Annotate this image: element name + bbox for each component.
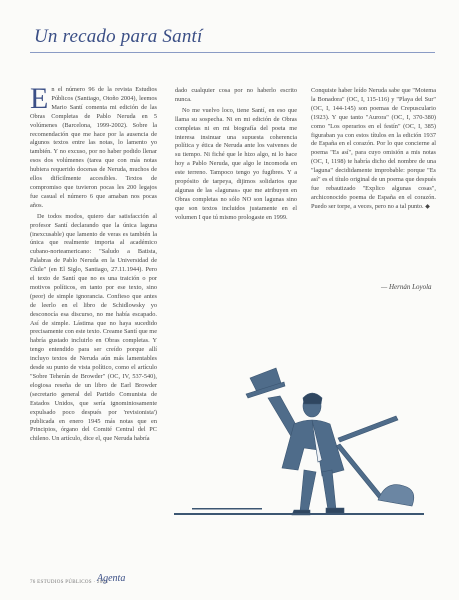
gentleman-with-top-hat-illustration: [172, 320, 442, 520]
paragraph: [30, 82, 157, 211]
paragraph: No me vuelvo loco, tiene Santí, en eso que llama su sospecha. Ni en mi edición de Obras completas ni en mi biografía del poeta me interesa insinuar una supuesta coherencia política y ética de Neruda ante los vaivenes de su tiempo. Ni fiché que le hizo algo, ni lo hace hoy a Pablo Neruda, que algo le incomoda en este terreno. Tampoco tengo yo fugibres. Y a propósito de tarpeya, dijimos solidarios que algunas de las «lagunas» que me atribuyen en Obras completas no sólo NO son lagunas sino que son textos incluidos justamente en el volumen I que tú mismo prologaste en 1999.: [175, 106, 297, 221]
paragraph: dado cualquier cosa por no haberlo escrito nunca.: [175, 87, 297, 103]
column-middle: [175, 87, 297, 225]
handwritten-signature: Agenta: [97, 573, 126, 584]
column-right: [311, 87, 436, 214]
end-mark-icon: ◆: [425, 203, 430, 210]
article-title: Un recado para Santí: [34, 26, 203, 47]
page-footer: 76 ESTUDIOS PÚBLICOS · 2004: [30, 580, 109, 585]
paragraph: De todos modos, quiero dar satisfacción al profesor Santí declarando que la única laguna (inexcusable) que lamento de veras es también la única que realmente importa al académico cubano-norteamericano: "Saludo a Batista, Palabras de Pablo Neruda en la Universidad de Chile" (en El Siglo, Santiago, 27.11.1944). Pero el texto de Santí que no es una traición o por motivos políticos, en tanto por ese texto, sino (peor) de simple ignorancia. Confieso que antes de leerlo en el libro de Schidlowsky yo desconocía esa discurso, no me había escapado. Así de simple. Lástima que no haya sucedido precisamente con este texto. Creame Santí que me habría gustado incluirlo en Obras completas. Y tengo entendido para ser creído porque allí incluyo textos de Neruda aún más lamentables desde su punto de vista político, como el artículo "Sobre Teherán de Browder" (OC, IV, 537-540), elogiosa reseña de un libro de Earl Browder (secretario general del Partido Comunista de Estados Unidos, que sería ignominiosamente expulsado poco después por 'revisionista') publicada en enero 1945 más notas que en Principios, órgano del Comité Central del PC chileno. Un artículo, dice el, que Neruda habría: [30, 212, 157, 443]
author-signature: — Hernán Loyola: [381, 283, 432, 291]
paragraph: [311, 87, 436, 212]
paragraph-text: Conquiste haber leído Neruda sabe que "Motema la Bonadora" (OC, I, 115-116) y "Playa del Sur" (OC, I, 144-145) son poemas de Crepusculario (1923). Y que tanto "Aurora" (OC, I, 370-380) como "Los operarios en el festín" (OC, I, 385) figuraban ya con estos títulos en la edición 1937 de España en el corazón. Por lo que concierne al poema "Es así", para cuyo omisión a mis notas (OC, I, 1198) te habría dicho del nombre de una "laguna" decididamente improbable: porque "Es así" es el título original de un poema que después fue rebautizado "Explico algunas cosas", archiconocido poema de España en el corazón. Puedo ser torpe, a veces, pero no a tal punto.: [311, 87, 436, 210]
title-divider: [30, 52, 435, 53]
paragraph-text: n el número 96 de la revista Estudios Públicos (Santiago, Otoño 2004), leemos Mario Santí comenta mi edición de las Obras Completas de Pablo Neruda en 5 volúmenes (Barcelona, 1999-2002). Sobre la recomendación que me hace por la ausencia de algunos textos entre las notas, lo lamento yo también. Y no excuso, por no haber podido llenar esos dos volúmenes (tarea que con más notas hubiera requerido docenas de Neruda, muchos de ellos difícilmente accesibles. Textos de compromiso que tuvieron pocas les 200 legajos fue casual el número 6 que amaban nos pocas años.: [30, 86, 157, 209]
column-left: [30, 82, 157, 446]
drop-cap: E: [30, 82, 49, 115]
